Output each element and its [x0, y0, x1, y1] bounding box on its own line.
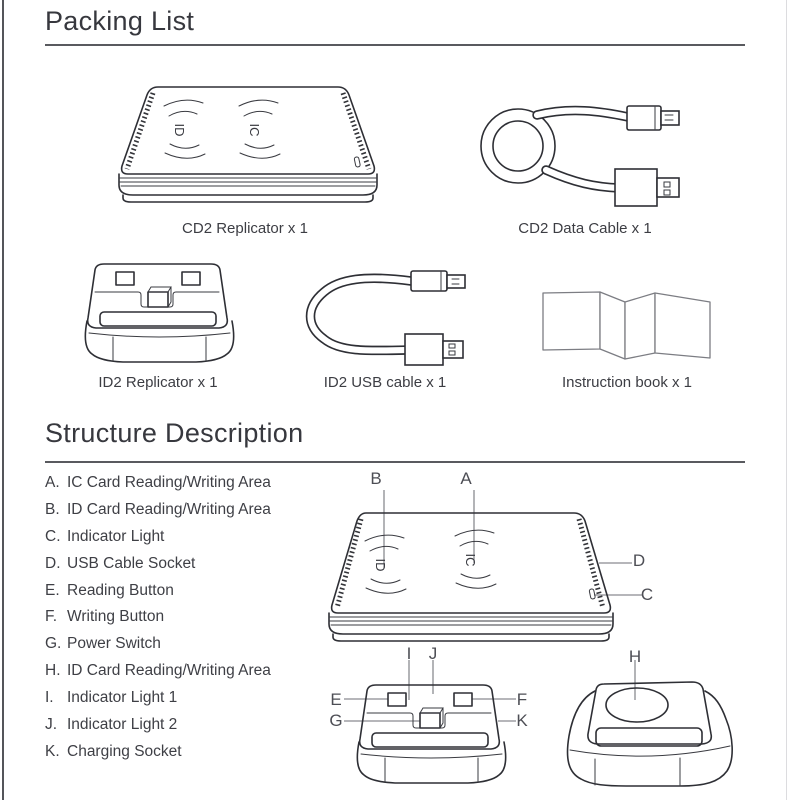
- id2-structure-diagram-back: [558, 642, 773, 792]
- callout-label-g: G: [329, 711, 343, 730]
- structure-description-rule: [45, 461, 745, 463]
- usb-a-connector: [615, 169, 679, 206]
- packing-list-rule: [45, 44, 745, 46]
- legend-item-b: B. ID Card Reading/Writing Area: [45, 500, 271, 518]
- cable-coil-inner: [493, 121, 543, 171]
- device-body: [357, 742, 505, 783]
- page-right-border: [786, 0, 787, 800]
- recess-contour: [95, 292, 219, 307]
- indicator-light-shape: [589, 589, 595, 600]
- packing-list-title: Packing List: [45, 6, 195, 36]
- device-bottom-lip: [333, 634, 609, 641]
- legend-item-h: H. ID Card Reading/Writing Area: [45, 662, 271, 680]
- book-panel: [625, 293, 655, 359]
- usb-a-connector: [405, 334, 463, 365]
- micro-usb-connector: [627, 106, 679, 130]
- legend-item-d: D. USB Cable Socket: [45, 554, 196, 572]
- device-body: [85, 321, 233, 362]
- id-card-area-circle: [606, 688, 668, 722]
- indicator-light-shape: [354, 157, 360, 168]
- front-face-lines: [330, 617, 612, 625]
- structure-legend: [45, 470, 325, 766]
- device-body: [568, 691, 733, 786]
- legend-item-j: J. Indicator Light 2: [45, 716, 178, 734]
- body-detail-lines: [361, 754, 502, 782]
- device-top-surface: [360, 685, 500, 749]
- front-face-lines: [120, 178, 376, 186]
- callout-label-e: E: [330, 690, 342, 709]
- id2-usb-cable-drawing: [295, 262, 475, 367]
- cd2-replicator-label: CD2 Replicator x 1: [182, 220, 308, 237]
- callout-label-h: H: [628, 647, 642, 666]
- left-edge-hatch: [337, 519, 361, 608]
- instruction-book-drawing: [535, 285, 717, 365]
- callout-label-i: I: [406, 644, 412, 663]
- cd2-data-cable-drawing: [465, 93, 695, 218]
- id-area-marking: ID: [373, 558, 388, 572]
- ic-area-marking: IC: [247, 123, 262, 137]
- id2-replicator-label: ID2 Replicator x 1: [98, 374, 218, 391]
- legend-item-i: I. Indicator Light 1: [45, 689, 178, 707]
- card-slot-shape: [372, 733, 488, 747]
- device-top-surface: [588, 682, 711, 744]
- device-bottom-lip: [123, 195, 373, 202]
- left-edge-hatch: [127, 93, 153, 169]
- power-switch-shape: [420, 708, 443, 728]
- book-panel: [543, 292, 600, 350]
- cd2-replicator-drawing: [108, 82, 388, 210]
- right-button-shape: [182, 272, 200, 285]
- callout-label-k: K: [516, 711, 528, 730]
- cable-to-usb-a: [546, 170, 619, 188]
- cd2-data-cable-label: CD2 Data Cable x 1: [518, 220, 652, 237]
- device-front-face: [329, 613, 613, 634]
- body-detail-lines: [570, 746, 730, 786]
- legend-item-c: C. Indicator Light: [45, 527, 165, 545]
- id2-usb-cable-label: ID2 USB cable x 1: [323, 374, 447, 391]
- device-front-face: [119, 174, 377, 195]
- legend-item-a: A. IC Card Reading/Writing Area: [45, 474, 271, 491]
- callout-label-f: F: [516, 690, 528, 709]
- id2-structure-diagram-front: [330, 642, 570, 792]
- callout-label-a: A: [460, 469, 472, 488]
- legend-item-g: G. Power Switch: [45, 635, 161, 653]
- callout-label-c: C: [640, 585, 654, 604]
- legend-item-f: F. Writing Button: [45, 608, 165, 626]
- book-panel: [600, 292, 625, 359]
- id2-replicator-drawing: [78, 258, 243, 368]
- callout-label-b: B: [370, 469, 382, 488]
- cable-to-micro-usb: [537, 111, 628, 117]
- micro-usb-connector: [411, 271, 465, 291]
- callout-label-d: D: [632, 551, 646, 570]
- id-area-marking: ID: [172, 123, 187, 137]
- left-button-shape: [116, 272, 134, 285]
- instruction-book-label: Instruction book x 1: [561, 374, 693, 391]
- device-top-surface: [88, 264, 228, 328]
- card-slot-shape: [100, 312, 216, 326]
- body-detail-lines: [89, 333, 230, 361]
- book-panel: [655, 293, 710, 358]
- cable-loop: [311, 278, 412, 350]
- reading-button-shape: [388, 693, 406, 706]
- legend-item-k: K. Charging Socket: [45, 742, 182, 760]
- writing-button-shape: [454, 693, 472, 706]
- legend-item-e: E. Reading Button: [45, 581, 174, 599]
- page-left-border: [2, 0, 4, 800]
- center-button-shape: [148, 287, 171, 307]
- structure-description-title: Structure Description: [45, 418, 304, 448]
- ic-area-marking: IC: [463, 553, 478, 567]
- callout-label-j: J: [428, 644, 438, 663]
